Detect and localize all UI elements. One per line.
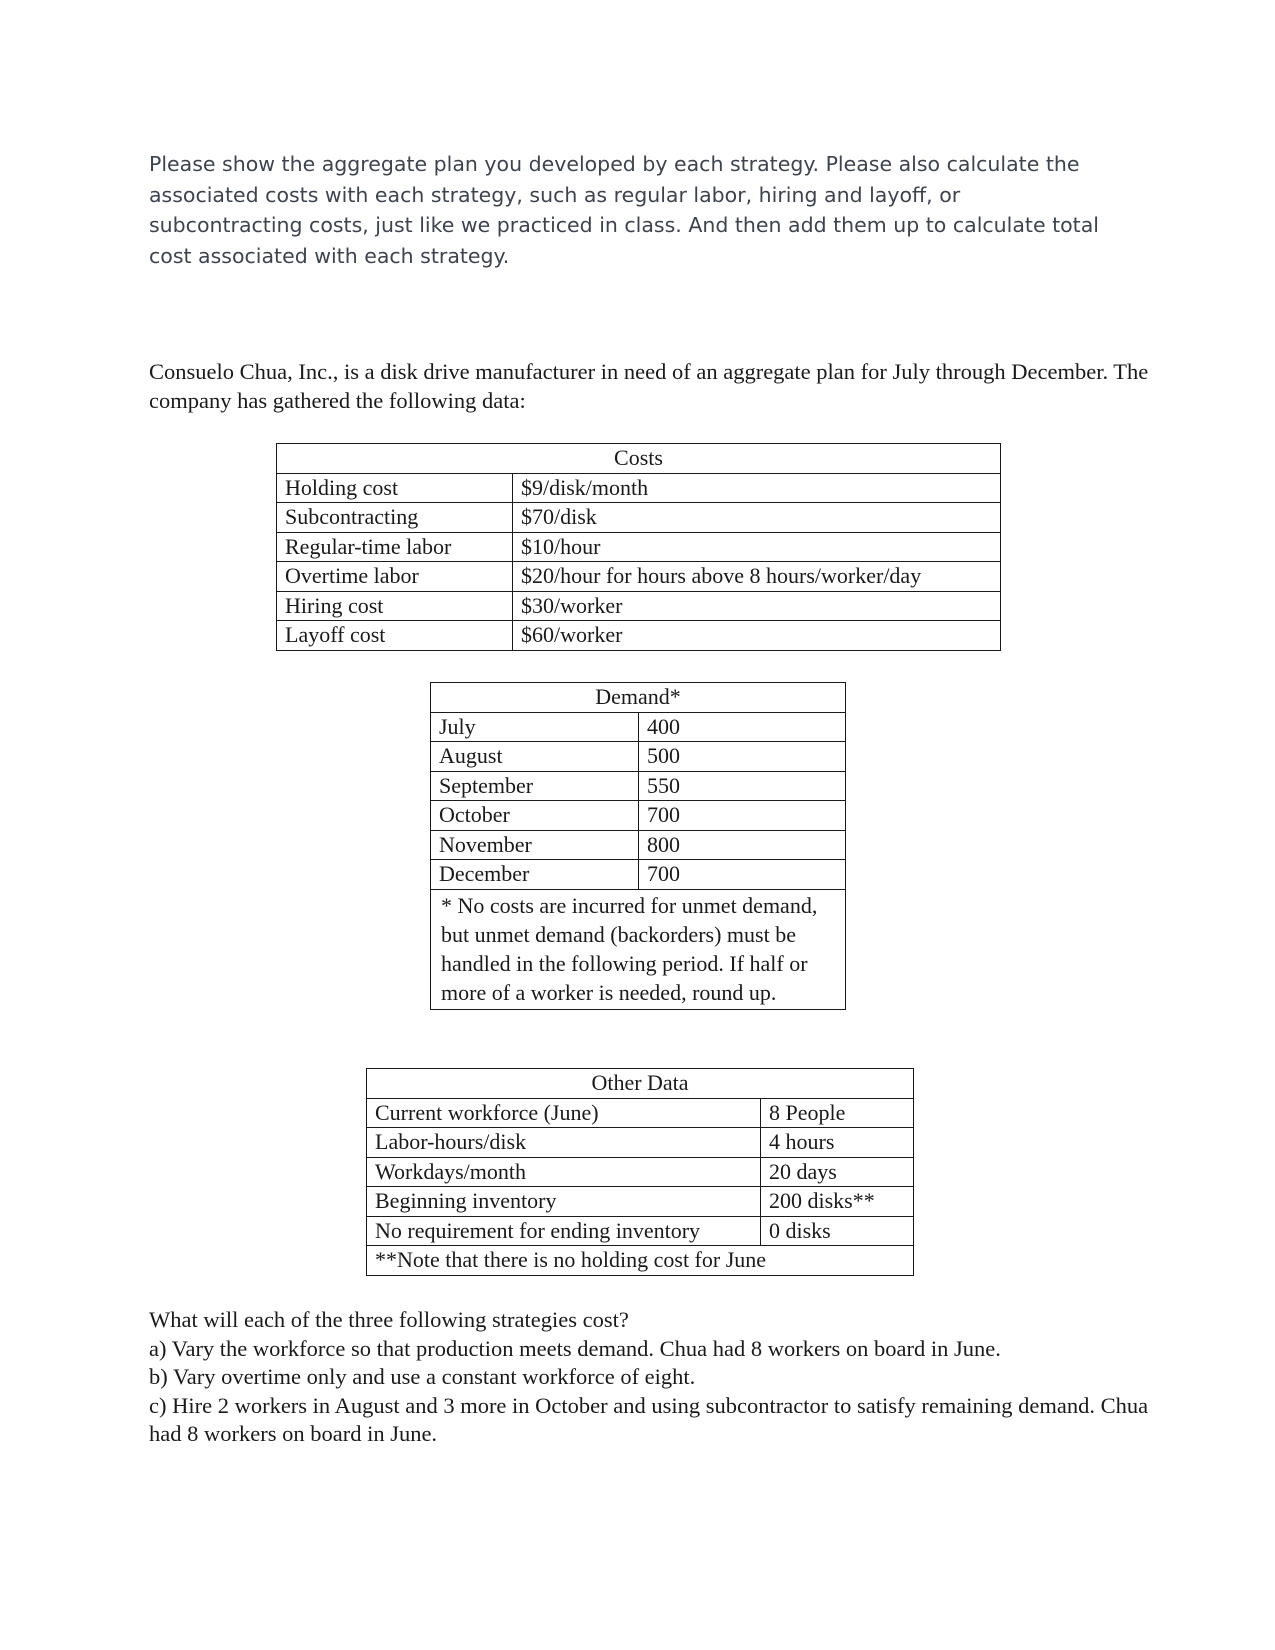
scenario-paragraph: Consuelo Chua, Inc., is a disk drive manufacturer in need of an aggregate plan for July through December. The company has gathered the following data: [149,359,1149,413]
table-row [367,1157,914,1187]
table-row [367,1128,914,1158]
question-c: c) Hire 2 workers in August and 3 more in October and using subcontractor to satisfy remaining demand. Chua had 8 workers on board in June. [149,1392,1149,1446]
cost-value: $30/worker [513,591,1001,621]
costs-table-title: Costs [277,444,1001,474]
other-data-value: 0 disks [761,1216,914,1246]
demand-value: 400 [639,712,846,742]
demand-month: November [431,830,639,860]
table-row [277,562,1001,592]
demand-value: 700 [639,860,846,890]
demand-value: 800 [639,830,846,860]
demand-month: September [431,771,639,801]
table-row [367,1216,914,1246]
instructions-paragraph: Please show the aggregate plan you developed by each strategy. Please also calculate the associated costs with each strategy, such as regular labor, hiring and layoff, or subcontracting costs, just like we practiced in class. And then add them up to calculate total cost associated with each strategy. [149,152,1099,268]
table-row [277,591,1001,621]
cost-value: $20/hour for hours above 8 hours/worker/day [513,562,1001,592]
table-row [367,1187,914,1217]
cost-label: Overtime labor [277,562,513,592]
other-data-value: 8 People [761,1098,914,1128]
cost-label: Subcontracting [277,503,513,533]
other-data-label: Beginning inventory [367,1187,761,1217]
table-row [431,830,846,860]
demand-month: December [431,860,639,890]
table-row [277,473,1001,503]
cost-value: $9/disk/month [513,473,1001,503]
other-data-table [366,1068,914,1276]
demand-month: July [431,712,639,742]
cost-value: $60/worker [513,621,1001,651]
demand-table [430,682,846,1010]
other-data-label: No requirement for ending inventory [367,1216,761,1246]
demand-month: October [431,801,639,831]
demand-value: 500 [639,742,846,772]
table-row [431,742,846,772]
other-data-value: 4 hours [761,1128,914,1158]
demand-table-title: Demand* [431,683,846,713]
cost-value: $70/disk [513,503,1001,533]
cost-label: Hiring cost [277,591,513,621]
question-b: b) Vary overtime only and use a constant workforce of eight. [149,1364,696,1389]
table-row [431,801,846,831]
costs-table [276,443,1001,651]
cost-value: $10/hour [513,532,1001,562]
other-data-value: 200 disks** [761,1187,914,1217]
other-data-table-title: Other Data [367,1069,914,1099]
cost-label: Layoff cost [277,621,513,651]
cost-label: Holding cost [277,473,513,503]
table-row [277,621,1001,651]
table-row [431,712,846,742]
table-row [277,503,1001,533]
demand-value: 700 [639,801,846,831]
other-data-footnote: **Note that there is no holding cost for June [367,1246,914,1276]
questions-section [149,1306,1149,1449]
other-data-label: Workdays/month [367,1157,761,1187]
other-data-label: Labor-hours/disk [367,1128,761,1158]
table-row [431,771,846,801]
cost-label: Regular-time labor [277,532,513,562]
demand-value: 550 [639,771,846,801]
table-row [431,860,846,890]
table-row [277,532,1001,562]
question-a: a) Vary the workforce so that production meets demand. Chua had 8 workers on board in June. [149,1335,1001,1361]
demand-month: August [431,742,639,772]
table-row [367,1098,914,1128]
demand-footnote: * No costs are incurred for unmet demand, but unmet demand (backorders) must be handled in the following period. If half or more of a worker is needed, round up. [431,889,846,1009]
questions-prompt: What will each of the three following strategies cost? [149,1307,629,1332]
other-data-value: 20 days [761,1157,914,1187]
other-data-label: Current workforce (June) [367,1098,761,1128]
